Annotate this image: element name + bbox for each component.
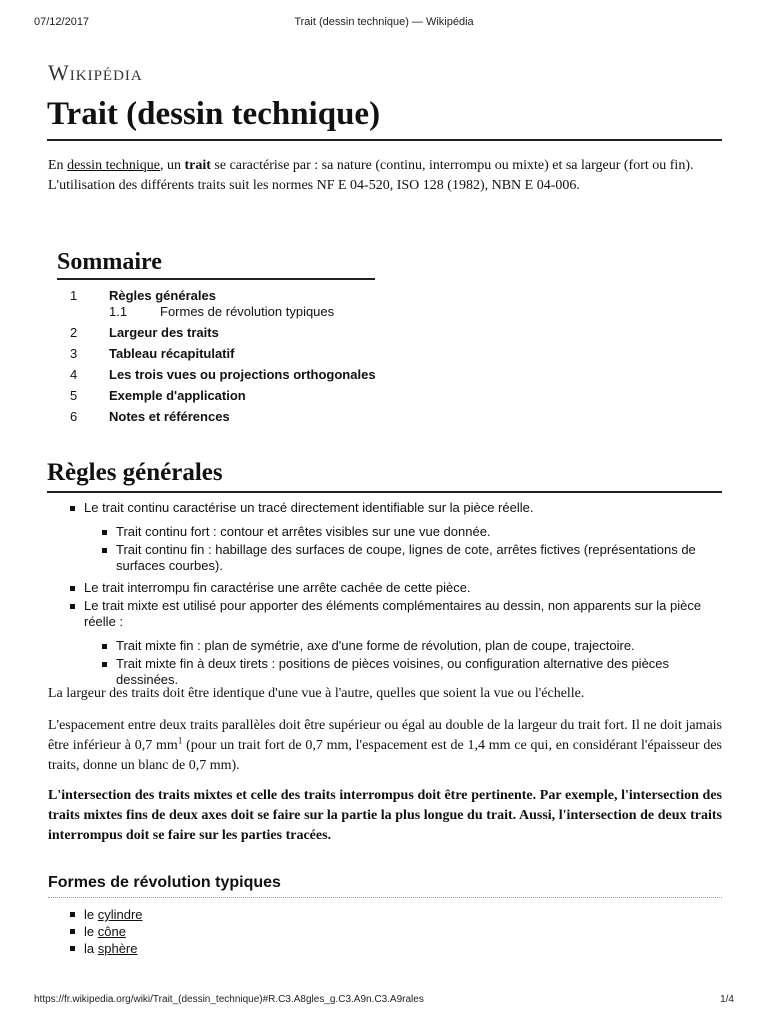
- toc-item-tableau-recapitulatif[interactable]: 3 Tableau récapitulatif: [70, 346, 235, 361]
- list-item: Trait mixte fin : plan de symétrie, axe d'une forme de révolution, plan de coupe, trajectoire.: [48, 638, 722, 654]
- toc-item-regles-generales[interactable]: 1 Règles générales: [70, 288, 216, 303]
- list-item: Trait mixte fin à deux tirets : positions de pièces voisines, ou configuration alternative des pièces dessinées.: [48, 656, 722, 688]
- paragraph-intersection: L'intersection des traits mixtes et celle des traits interrompus doit être pertinente. Par exemple, l'intersection des traits mixtes fins de deux axes doit se faire sur la partie la plus longue du trait. Aussi, l'intersection de deux traits interrompus doit se faire sur les parties tracées.: [48, 788, 722, 843]
- print-date: 07/12/2017: [34, 16, 90, 28]
- table-of-contents: [57, 248, 375, 430]
- list-item: Trait continu fin : habillage des surfaces de coupe, lignes de cote, arrêtes fictives (représentations de surfaces courbes).: [48, 542, 722, 574]
- print-url: https://fr.wikipedia.org/wiki/Trait_(dessin_technique)#R.C3.A8gles_g.C3.A9n.C3.A9rales: [34, 994, 424, 1005]
- forms-list: [48, 906, 348, 957]
- list-item: Trait continu fort : contour et arrêtes visibles sur une vue donnée.: [48, 524, 722, 540]
- sublist: [48, 524, 722, 574]
- trait-bold: trait: [184, 158, 211, 173]
- list-item: la sphère: [48, 940, 348, 957]
- paragraph-largeur: La largeur des traits doit être identique d'une vue à l'autre, quelles que soient la vue ou l'échelle.: [48, 686, 585, 701]
- print-header: [34, 16, 734, 32]
- cone-link[interactable]: cône: [97, 924, 126, 939]
- print-page-title: Trait (dessin technique) — Wikipédia: [294, 16, 474, 28]
- sphere-link[interactable]: sphère: [97, 941, 138, 956]
- toc-item-trois-vues[interactable]: 4 Les trois vues ou projections orthogonales: [70, 367, 376, 382]
- toc-title: Sommaire: [57, 248, 375, 280]
- list-item: Le trait continu caractérise un tracé directement identifiable sur la pièce réelle.: [48, 500, 722, 516]
- paragraph-espacement: L'espacement entre deux traits parallèles doit être supérieur ou égal au double de la largeur du trait fort. Il ne doit jamais être inférieur à 0,7 $mm^1$ (pour un trait fort de 0,7 mm, l'espacement est de 1,4 mm ce qui, en considérant l'épaisseur des traits, donne un blanc de 0,7 mm).: [48, 718, 722, 773]
- toc-item-formes-revolution[interactable]: 1.1 Formes de révolution typiques: [109, 304, 335, 319]
- footnote-ref[interactable]: 1: [177, 735, 183, 746]
- list-item: le cylindre: [48, 906, 348, 923]
- page-title: Trait (dessin technique): [47, 94, 722, 141]
- wikipedia-logo[interactable]: Wikipédia: [48, 60, 143, 85]
- toc-item-largeur-traits[interactable]: 2 Largeur des traits: [70, 325, 219, 340]
- print-page-number: 1/4: [720, 994, 734, 1005]
- section-heading-regles-generales: Règles générales: [47, 458, 722, 493]
- toc-item-exemple-application[interactable]: 5 Exemple d'application: [70, 388, 246, 403]
- dessin-technique-link[interactable]: dessin technique: [67, 158, 160, 173]
- subsection-heading-formes: Formes de révolution typiques: [48, 873, 722, 898]
- list-item: Le trait mixte est utilisé pour apporter des éléments complémentaires au dessin, non apparents sur la pièce réelle :: [48, 598, 722, 630]
- sublist: [48, 638, 722, 688]
- list-item: le cône: [48, 923, 348, 940]
- toc-item-notes-references[interactable]: 6 Notes et références: [70, 409, 230, 424]
- print-footer: [34, 994, 734, 1010]
- list-item: Le trait interrompu fin caractérise une arrête cachée de cette pièce.: [48, 580, 722, 596]
- cylindre-link[interactable]: cylindre: [97, 907, 143, 922]
- rules-list: [48, 500, 722, 694]
- toc-list: [57, 288, 375, 430]
- intro-paragraph: En dessin technique, un trait se caractérise par : sa nature (continu, interrompu ou mixte) et sa largeur (fort ou fin). L'utilisation des différents traits suit les normes NF E 04-520, ISO 128 (1982), NBN E 04-006.: [48, 158, 694, 193]
